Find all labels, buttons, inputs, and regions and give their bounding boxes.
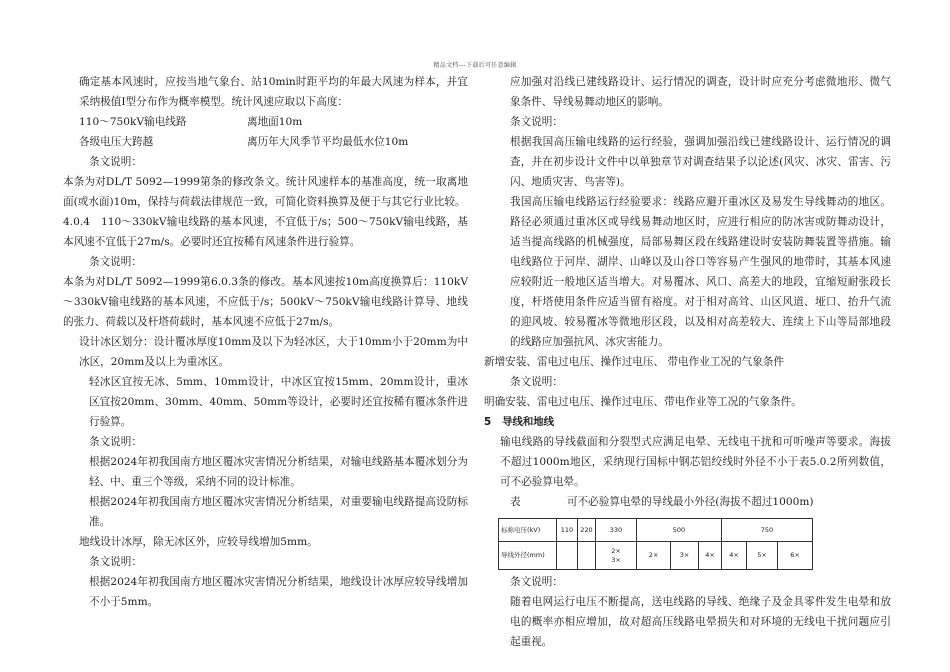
table-cell: 2× 3× (596, 542, 637, 570)
paragraph: 根据2024年初我国南方地区覆冰灾害情况分析结果，地线设计冰厚应较导线增加不小于5mm。 (89, 576, 468, 608)
paragraph: 地线设计冰厚，除无冰区外，应较导线增加5mm。 (79, 536, 318, 548)
table-cell: 220 (578, 519, 596, 542)
paragraph: 根据2024年初我国南方地区覆冰灾害情况分析结果，对重要输电线路提高设防标准。 (89, 496, 468, 528)
paragraph: 我国高压输电线路运行经验要求：线路应避开重冰区及易发生导线舞动的地区。路径必须通过重冰区或导线易舞动地区时，应进行相应的防冰害或防舞动设计，适当提高线路的机械强度，局部易舞区段在线路建设时安装防舞装置等措施。输电线路位于河岸、湖岸、山峰以及山谷口等容易产生强风的地带时，其基本风速应较附近一般地区适当增大。对易覆冰、风口、高差大的地段，宜缩短耐张段长度，杆塔使用条件应适当留有裕度。对于相对高耸、山区风道、垭口、抬升气流的迎风坡、较易覆冰等微地形区段，以及相对高差较大、连续上下山等局部地段的线路应加强抗风、冰灾害能力。 (510, 196, 891, 348)
table-cell (557, 542, 578, 570)
paragraph: 确定基本风速时，应按当地气象台、站10min时距平均的年最大风速为样本，并宜采纳极值Ⅰ型分布作为概率模型。统计风速应取以下高度： (79, 76, 468, 108)
table-cell: 6× (778, 542, 813, 570)
paragraph: 输电线路的导线截面和分裂型式应满足电晕、无线电干扰和可听噪声等要求。海拔不超过1000m地区，采纳现行国标中钢芯铝绞线时外径不小于表5.0.2所列数值，可不必验算电晕。 (500, 436, 891, 488)
table-cell (578, 542, 596, 570)
table-row (499, 519, 813, 542)
paragraph: 应加强对沿线已建线路设计、运行情况的调查，设计时应充分考虑微地形、微气象条件、导线易舞动地区的影响。 (510, 76, 891, 108)
table-cell: 4× (699, 542, 722, 570)
left-column (63, 72, 468, 612)
voltage-range-label: 各级电压大跨越 (79, 136, 154, 148)
height-value: 离地面10m (247, 116, 303, 128)
table-cell: 2× (637, 542, 671, 570)
note-label: 条文说明： (89, 156, 142, 168)
paragraph: 本条为对DL/T 5092—1999第6.0.3条的修改。基本风速按10m高度换算后：110kV～330kV输电线路的基本风速，不应低于/s；500kV～750kV输电线路计算导、地线的张力、荷载以及杆塔荷载时，基本风速不应低于27m/s。 (63, 276, 468, 328)
table-cell: 110 (557, 519, 578, 542)
table-label: 表 (510, 496, 521, 508)
min-diameter-table (498, 518, 813, 570)
section-number: 5 (484, 416, 492, 428)
right-column (484, 72, 891, 652)
height-row-1 (63, 112, 468, 132)
voltage-range-label: 110～750kV输电线路 (79, 116, 187, 128)
note-label: 条文说明： (89, 556, 142, 568)
table-cell: 3× (671, 542, 699, 570)
table-caption (484, 492, 891, 512)
paragraph: 4.0.4 110～330kV输电线路的基本风速，不宜低于/s；500～750kV输电线路，基本风速不宜低于27m/s。必要时还宜按稀有风速条件进行验算。 (63, 216, 468, 248)
table-cell: 750 (722, 519, 813, 542)
table-cell: 5× (747, 542, 778, 570)
note-label: 条文说明： (89, 436, 142, 448)
paragraph: 设计冰区划分：设计覆冰厚度10mm及以下为轻冰区，大于10mm小于20mm为中冰区，20mm及以上为重冰区。 (79, 336, 468, 368)
table-row-header: 标称电压(kV) (499, 519, 557, 542)
paragraph: 本条为对DL/T 5092—1999第条的修改条文。统计风速样本的基准高度，统一取离地面(或水面)10m，保持与荷载法律规范一致，可简化资料换算及便于与其它行业比较。 (63, 176, 468, 208)
table-title: 可不必验算电晕的导线最小外径(海拔不超过1000m) (567, 496, 814, 508)
table-cell: 4× (722, 542, 747, 570)
table-row-header: 导线外径(mm) (499, 542, 557, 570)
table-cell: 330 (596, 519, 637, 542)
section-heading (484, 412, 891, 432)
paragraph: 轻冰区宜按无冰、5mm、10mm设计，中冰区宜按15mm、20mm设计，重冰区宜按20mm、30mm、40mm、50mm等设计，必要时还宜按稀有覆冰条件进行验算。 (89, 376, 468, 428)
paragraph: 明确安装、雷电过电压、操作过电压、带电作业等工况的气象条件。 (484, 396, 802, 408)
height-value: 离历年大风季节平均最低水位10m (247, 136, 409, 148)
note-label: 条文说明： (510, 576, 563, 588)
paragraph: 根据我国高压输电线路的运行经验，强调加强沿线已建线路设计、运行情况的调查，并在初步设计文件中以单独章节对调查结果予以论述(风灾、冰灾、雷害、污闪、地质灾害、鸟害等)。 (510, 136, 891, 188)
section-title: 导线和地线 (502, 416, 555, 428)
paragraph: 新增安装、雷电过电压、操作过电压、 带电作业工况的气象条件 (484, 356, 784, 368)
note-label: 条文说明： (510, 376, 563, 388)
note-label: 条文说明： (89, 256, 142, 268)
paragraph: 根据2024年初我国南方地区覆冰灾害情况分析结果，对输电线路基本覆冰划分为轻、中、重三个等级，采纳不同的设计标准。 (89, 456, 468, 488)
height-row-2 (63, 132, 468, 152)
table-row (499, 542, 813, 570)
page-header: 精品文档---下载后可任意编辑 (433, 62, 517, 69)
table-cell: 500 (637, 519, 722, 542)
paragraph: 随着电网运行电压不断提高，送电线路的导线、绝缘子及金具零件发生电晕和放电的概率亦相应增加，故对超高压线路电晕损失和对环境的无线电干扰问题应引起重视。 (510, 596, 891, 648)
note-label: 条文说明： (510, 116, 563, 128)
